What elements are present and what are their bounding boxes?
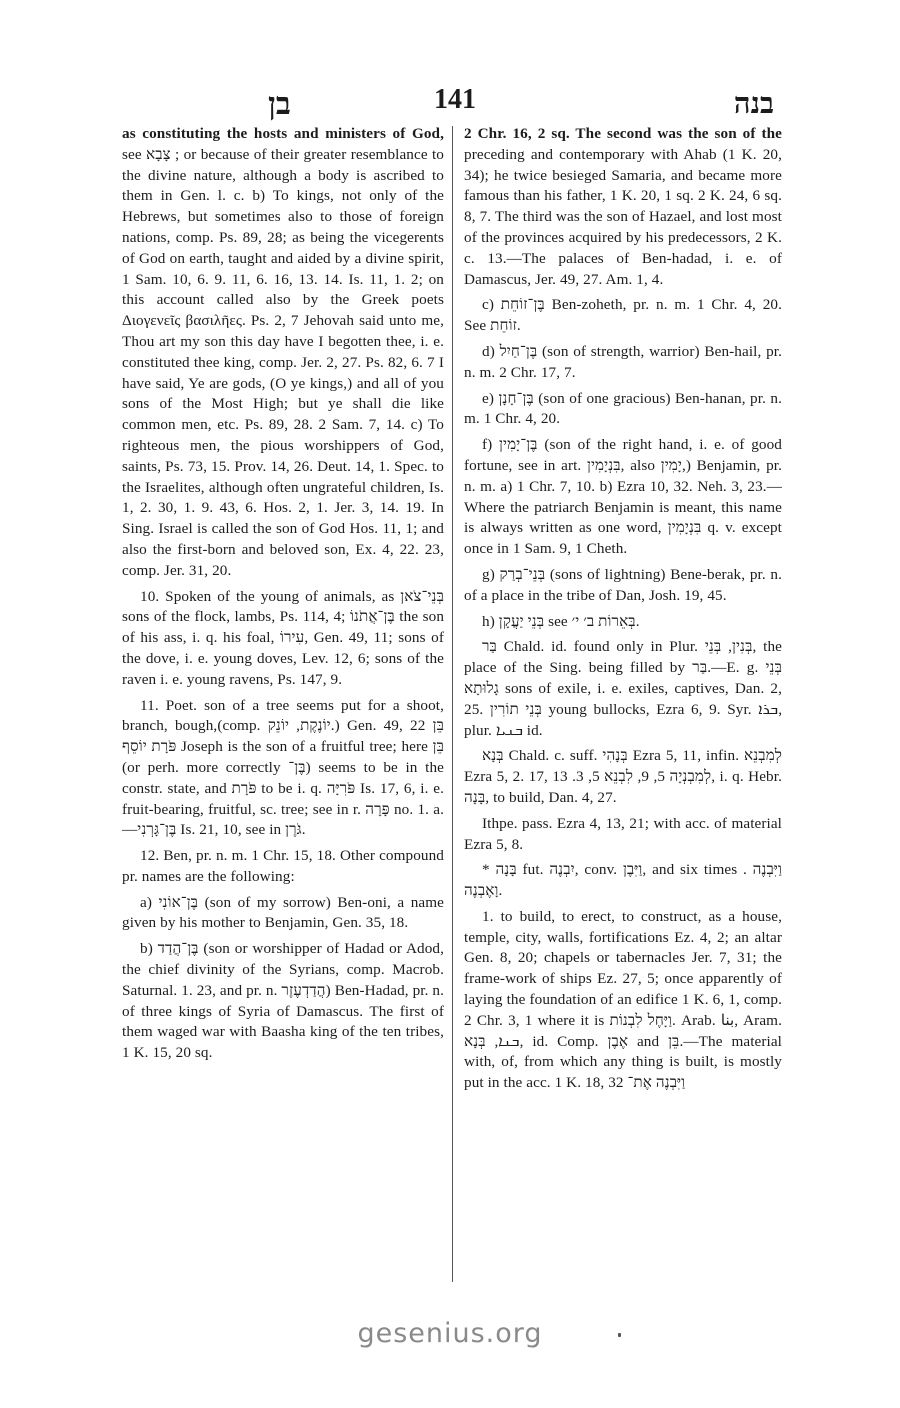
paragraph: 12. Ben, pr. n. m. 1 Chr. 15, 18. Other compound pr. names are the following: xyxy=(122,847,444,885)
paragraph: c) בֶּן־זוֹחֵת Ben-zoheth, pr. n. m. 1 Chr. 4, 20. See זוֹחֵת. xyxy=(464,296,782,335)
paragraph: a) בֶּן־אוֹנִי (son of my sorrow) Ben-oni, a name given by his mother to Benjamin, Gen. 35, 18. xyxy=(122,893,444,932)
header-left-word: בן xyxy=(268,86,291,122)
page-header xyxy=(128,80,780,122)
page-number: 141 xyxy=(434,84,476,115)
paragraph: בְּנָא Chald. c. suff. בְּנָהִי Ezra 5, 11, infin. לְמִבְנֵא Ezra 5, 2. 17, לְמִבְנְיָה 5, 9, לִבְנֵא 5, 3. 13, i. q. Hebr. בָּנָה, to build, Dan. 4, 27. xyxy=(464,747,782,806)
paragraph: 2 Chr. 16, 2 sq. The second was the son of the preceding and contemporary with Ahab (1 K. 20, 34); he twice besieged Samaria, and became more famous than his father, 1 K. 20, 1 sq. 2 K. 24, 6 sq. 8, 7. The third was the son of Hazael, and lost most of the provinces acquired by his predecessors, 2 K. c. 13.—The palaces of Ben-hadad, i. e. of Damascus, Jer. 49, 27. Am. 1, 4. xyxy=(464,125,782,288)
watermark: gesenius.org xyxy=(357,1318,543,1349)
paragraph: f) בֶּן־יָמִין (son of the right hand, i. e. of good fortune, see in art. בִּנְיָמִין, also יָמִין,) Benjamin, pr. n. m. a) 1 Chr. 7, 10. b) Ezra 10, 32. Neh. 3, 23.—Where the patriarch Benjamin is meant, this name is always written as one word, בִּנְיָמִין q. v. except once in 1 Sam. 9, 1 Cheth. xyxy=(464,436,782,558)
column-divider xyxy=(452,126,453,1282)
paragraph: as constituting the hosts and ministers of God, see צָבָא ; or because of their greater resemblance to the divine nature, although a body is ascribed to them in Gen. l. c. b) To kings, not only of the Hebrews, but sometimes also to those of foreign nations, comp. Ps. 89, 28; as being the vicegerents of God on earth, taught and aided by a divine spirit, 1 Sam. 10, 6. 9. 11, 6. 16, 13. 14. Is. 11, 1. 2; on this account called also by the Greek poets Διογενεῖς βασιλῆες. Ps. 2, 7 Jehovah said unto me, Thou art my son this day have I begotten thee, i. e. constituted thee king, comp. Jer. 2, 27. Ps. 82, 6. 7 I have said, Ye are gods, (O ye kings,) and all of you sons of the Most High; but ye shall die like common men, etc. Ps. 89, 28. 2 Sam. 7, 14. c) To righteous men, the pious worshippers of God, saints, Ps. 73, 15. Prov. 14, 26. Deut. 14, 1. Spec. to the Israelites, although often ungrateful children, Is. 1, 2. 30, 1. 9. 43, 6. Hos. 2, 1. Jer. 3, 14. 19. In Sing. Israel is called the son of God Hos. 11, 1; and also the first-born and beloved son, Ex. 4, 22. 23, comp. Jer. 31, 20. xyxy=(122,125,444,579)
left-column xyxy=(122,124,444,1284)
paragraph: b) בֶּן־הֲדַד (son or worshipper of Hadad or Adod, the chief divinity of the Syrians, comp. Macrob. Saturnal. 1. 23, and pr. n. הֲדַדְעֶזֶר) Ben-Hadad, pr. n. of three kings of Syria of Damascus. The first of them waged war with Baasha king of the ten tribes, 1 K. 15, 20 sq. xyxy=(122,940,444,1062)
paragraph: 1. to build, to erect, to construct, as a house, temple, city, walls, fortifications Ez. 4, 2; an altar Gen. 8, 20; chapels or tabernacles Jer. 7, 31; the frame-work of ships Ez. 27, 5; once apparently of laying the foundation of an edifice 1 K. 6, 1, comp. 2 Chr. 3, 1 where it is וַיָּחֶל לִבְנוֹת. Arab. بنا, Aram. ܒܢܐ, בְּנָא, id. Comp. אֶבֶן and בֵּן.—The material with, of, from which any thing is built, is mostly put in the acc. 1 K. 18, 32 וַיִּבְנֶה אֶת־ xyxy=(464,907,782,1092)
paragraph: d) בֶּן־חַיִל (son of strength, warrior) Ben-hail, pr. n. m. 2 Chr. 17, 7. xyxy=(464,342,782,381)
stray-mark xyxy=(618,1333,621,1337)
header-right-word: בנה xyxy=(733,86,774,120)
paragraph: g) בְּנֵי־בְרַק (sons of lightning) Bene-berak, pr. n. of a place in the tribe of Dan, Josh. 19, 45. xyxy=(464,565,782,604)
paragraph: * בָּנָה fut. יִבְנֶה, conv. וַיִּבֶן, and six times וַיִּבְנֶה . וָאֶבְנֶה. xyxy=(464,861,782,900)
paragraph: 11. Poet. son of a tree seems put for a shoot, branch, bough,(comp. יוֹנֶקֶת, יוֹנֵק.) Gen. 49, 22 בֵּן פֹּרָת יוֹסֵף Joseph is the son of a fruitful tree; here בֵּן (or perh. more correctly בֶּן־) seems to be in the constr. state, and פֹּרָת to be i. q. פֹּרִיָּה Is. 17, 6, i. e. fruit-bearing, fruitful, sc. tree; see in r. פָּרָה no. 1. a.—בֶּן־גָּרְנִי Is. 21, 10, see in גֹּרֶן. xyxy=(122,696,444,839)
paragraph: h) בְּנֵי יַעֲקָן see בְּאֵרוֹת ב׳ י׳. xyxy=(482,612,640,630)
paragraph: e) בֶּן־חָנָן (son of one gracious) Ben-hanan, pr. n. m. 1 Chr. 4, 20. xyxy=(464,389,782,428)
paragraph: בַּר Chald. id. found only in Plur. בְּנִין, בְּנֵי, the place of the Sing. being filled by בַּר.—E. g. בְּנֵי גָלוּתָא sons of exile, i. e. exiles, captives, Dan. 2, 25. בְּנֵי תוֹרִין young bullocks, Ezra 6, 9. Syr. ܒܪܐ, plur. ܒܢܝܐ id. xyxy=(464,638,782,739)
right-column xyxy=(464,124,782,1284)
paragraph: Ithpe. pass. Ezra 4, 13, 21; with acc. of material Ezra 5, 8. xyxy=(464,814,782,853)
paragraph: 10. Spoken of the young of animals, as בְּנֵי־צֹאן sons of the flock, lambs, Ps. 114, 4; בֶּן־אֲתֹנוֹ the son of his ass, i. q. his foal, עִירוֹ, Gen. 49, 11; sons of the dove, i. e. young doves, Lev. 12, 6; sons of the raven i. e. young ravens, Ps. 147, 9. xyxy=(122,587,444,688)
